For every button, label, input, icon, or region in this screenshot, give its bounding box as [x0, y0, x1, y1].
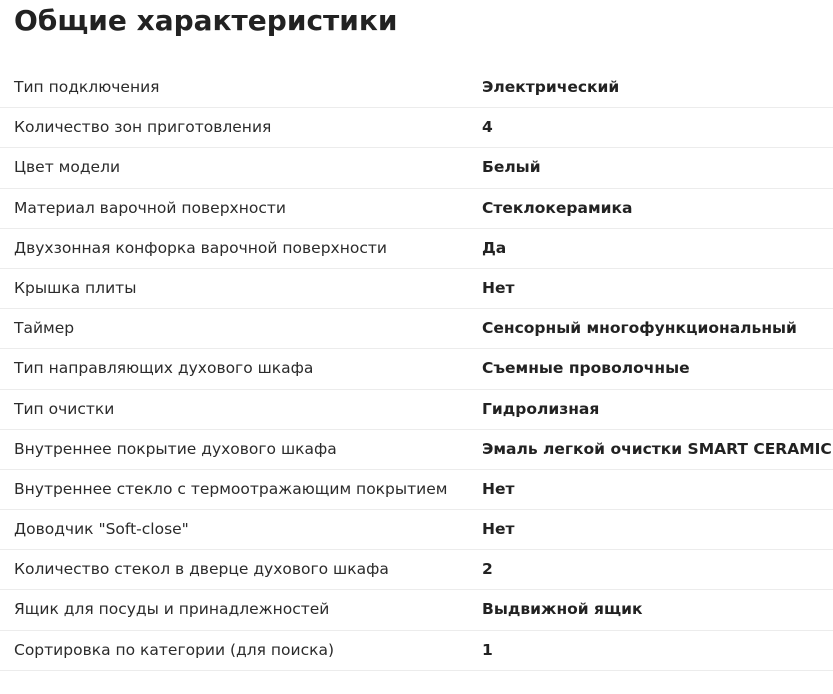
spec-label: Ящик для посуды и принадлежностей: [14, 600, 330, 619]
spec-row: [0, 470, 833, 510]
spec-label: Количество зон приготовления: [14, 118, 272, 137]
spec-value: Эмаль легкой очистки SMART CERAMIC: [482, 439, 832, 458]
spec-row: [0, 68, 833, 108]
spec-value: 4: [482, 118, 493, 137]
spec-row: [0, 148, 833, 188]
spec-value: Белый: [482, 158, 541, 177]
spec-value: Да: [482, 238, 507, 257]
spec-row: [0, 390, 833, 430]
spec-list: [0, 68, 833, 671]
spec-value: Нет: [482, 479, 515, 498]
spec-label: Внутреннее стекло с термоотражающим покрытием: [14, 479, 448, 498]
spec-label: Цвет модели: [14, 158, 121, 177]
spec-value: 1: [482, 640, 493, 659]
spec-row: [0, 349, 833, 389]
spec-value: Нет: [482, 278, 515, 297]
spec-label: Тип направляющих духового шкафа: [14, 359, 314, 378]
spec-label: Таймер: [14, 319, 75, 338]
spec-value: Электрический: [482, 78, 620, 96]
spec-value: Нет: [482, 520, 515, 539]
spec-label: Тип очистки: [14, 399, 115, 418]
spec-row: [0, 269, 833, 309]
spec-value: 2: [482, 560, 493, 579]
spec-row: [0, 108, 833, 148]
spec-row: [0, 510, 833, 550]
spec-row: [0, 189, 833, 229]
spec-row: [0, 590, 833, 630]
spec-label: Крышка плиты: [14, 278, 137, 297]
spec-label: Количество стекол в дверце духового шкафа: [14, 560, 389, 579]
spec-value: Выдвижной ящик: [482, 600, 643, 619]
section-title: Общие характеристики: [14, 4, 398, 37]
spec-row: [0, 430, 833, 470]
spec-value: Сенсорный многофункциональный: [482, 319, 797, 338]
spec-label: Сортировка по категории (для поиска): [14, 640, 335, 659]
spec-label: Внутреннее покрытие духового шкафа: [14, 439, 337, 458]
spec-label: Тип подключения: [14, 78, 160, 96]
spec-value: Съемные проволочные: [482, 359, 690, 378]
spec-row: [0, 309, 833, 349]
spec-value: Стеклокерамика: [482, 198, 633, 217]
spec-row: [0, 550, 833, 590]
spec-row: [0, 631, 833, 671]
spec-label: Двухзонная конфорка варочной поверхности: [14, 238, 387, 257]
spec-label: Материал варочной поверхности: [14, 198, 286, 217]
spec-row: [0, 229, 833, 269]
spec-value: Гидролизная: [482, 399, 600, 418]
spec-label: Доводчик "Soft-close": [14, 520, 189, 539]
